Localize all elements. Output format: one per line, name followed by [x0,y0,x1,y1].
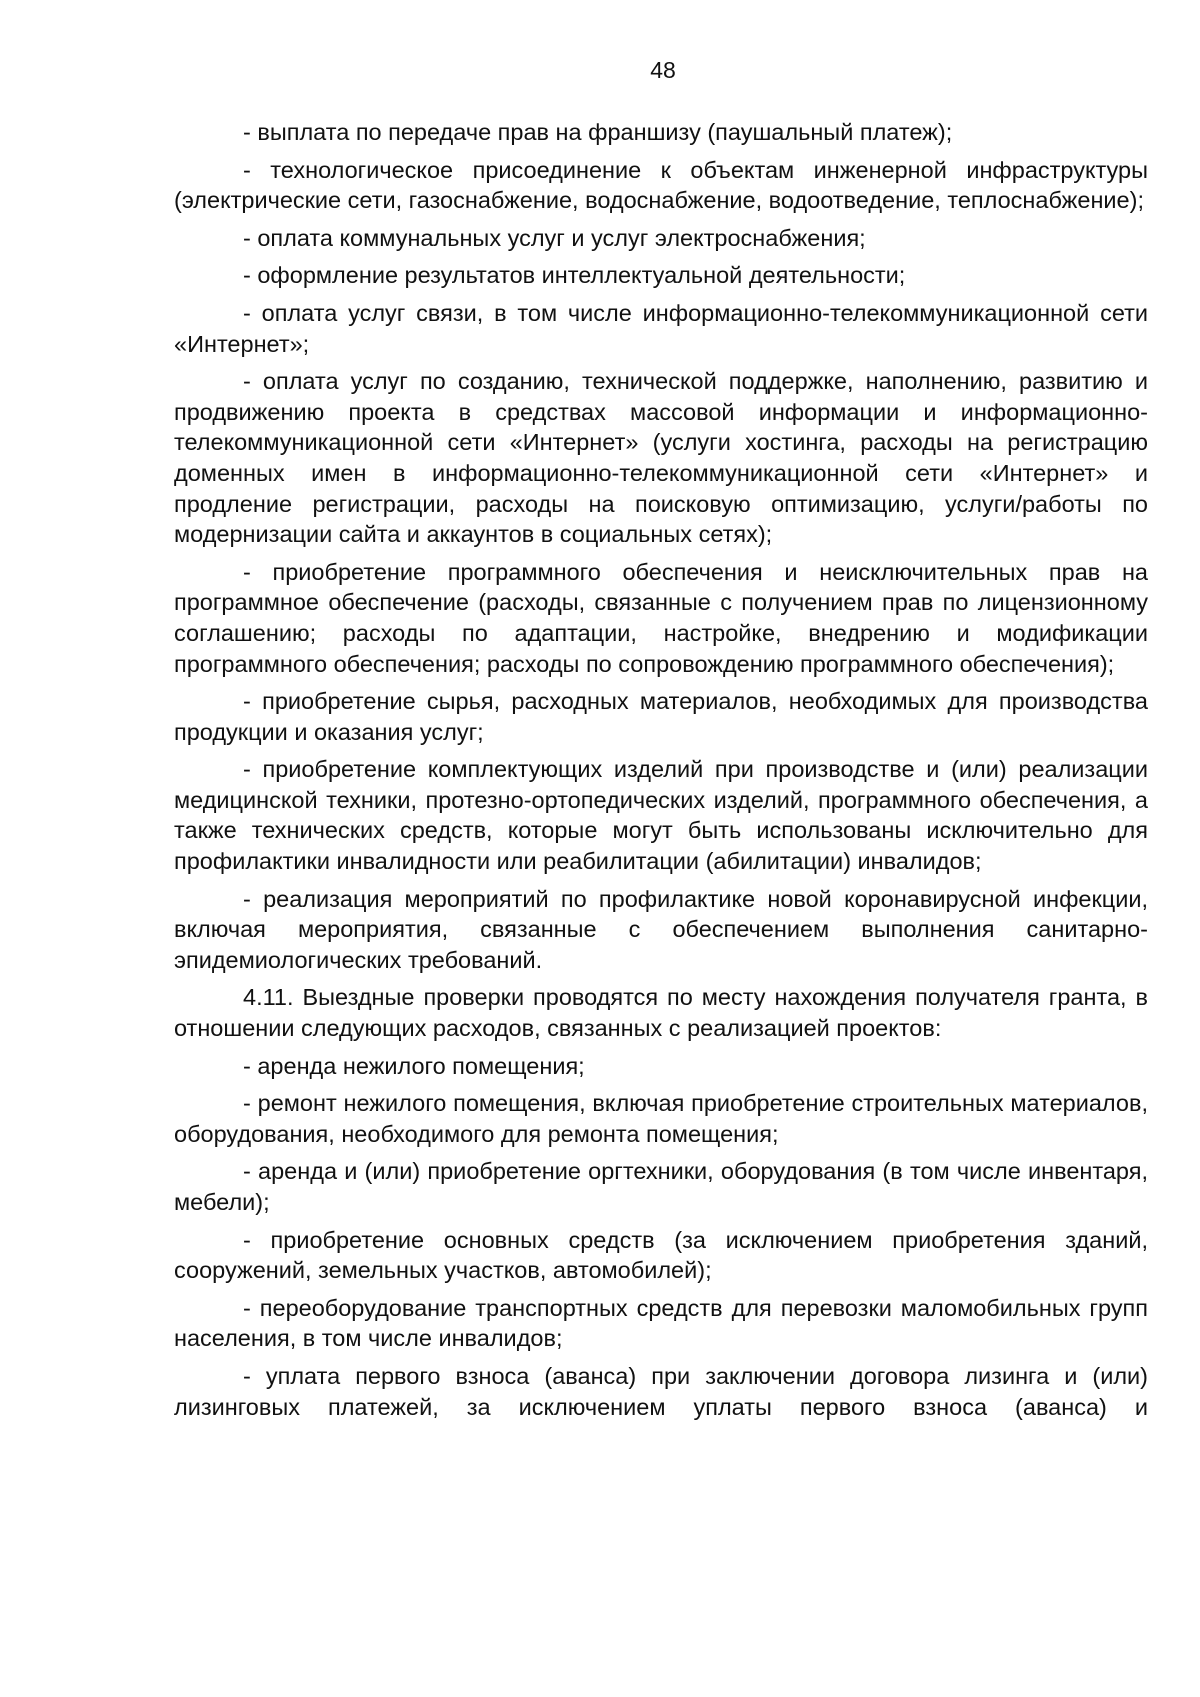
expense-item-franchise: - выплата по передаче прав на франшизу (паушальный платеж); [243,119,953,145]
expense-item-utilities: - оплата коммунальных услуг и услуг электроснабжения; [243,224,866,251]
expense-item-intellectual-property: - оформление результатов интеллектуальной деятельности; [243,262,906,289]
expense-item-media-promotion: - оплата услуг по созданию, технической поддержке, наполнению, развитию и продвижению проекта в средствах массовой информации и информационно-телекоммуникационной сети «Интернет» (услуги хостинга, расходы на регистрацию доменных имен в информационно-телекоммуникационной сети «Интернет» и продление регистрации, расходы на поисковую оптимизацию, услуги/работы по модернизации сайта и аккаунтов в социальных сетях); [174,368,1148,548]
inspection-item-repair: - ремонт нежилого помещения, включая приобретение строительных материалов, оборудования, необходимого для ремонта помещения; [174,1090,1148,1147]
expense-item-tech-connection: - технологическое присоединение к объектам инженерной инфраструктуры (электрические сети, газоснабжение, водоснабжение, водоотведение, теплоснабжение); [174,156,1148,214]
inspection-item-fixed-assets: - приобретение основных средств (за исключением приобретения зданий, сооружений, земельных участков, автомобилей); [174,1226,1148,1284]
expense-item-covid-measures: - реализация мероприятий по профилактике новой коронавирусной инфекции, включая мероприятия, связанные с обеспечением выполнения санитарно-эпидемиологических требований. [174,885,1148,973]
inspection-item-leasing: - уплата первого взноса (аванса) при заключении договора лизинга и (или) лизинговых платежей, за исключением уплаты первого взноса (аванса) и [174,1362,1148,1420]
clause-4-11: 4.11. Выездные проверки проводятся по месту нахождения получателя гранта, в отношении следующих расходов, связанных с реализацией проектов: [174,984,1148,1042]
inspection-item-office-equipment: - аренда и (или) приобретение оргтехники, оборудования (в том числе инвентаря, мебели); [174,1158,1148,1215]
expense-item-communication: - оплата услуг связи, в том числе информационно-телекоммуникационной сети «Интернет»; [174,299,1148,357]
expense-item-components: - приобретение комплектующих изделий при производстве и (или) реализации медицинской техники, протезно-ортопедических изделий, программного обеспечения, а также технических средств, которые могут быть использованы исключительно для профилактики инвалидности или реабилитации (абилитации) инвалидов; [174,756,1148,875]
inspection-item-vehicle-conversion: - переоборудование транспортных средств для перевозки маломобильных групп населения, в том числе инвалидов; [174,1294,1148,1352]
inspection-item-rent: - аренда нежилого помещения; [243,1052,585,1079]
page-number: 48 [650,57,676,83]
expense-item-software: - приобретение программного обеспечения и неисключительных прав на программное обеспечение (расходы, связанные с получением прав по лицензионному соглашению; расходы по адаптации, настройке, внедрению и модификации программного обеспечения; расходы по сопровождению программного обеспечения); [174,558,1148,677]
document-body [174,117,1148,1429]
expense-item-raw-materials: - приобретение сырья, расходных материалов, необходимых для производства продукции и оказания услуг; [174,688,1148,745]
